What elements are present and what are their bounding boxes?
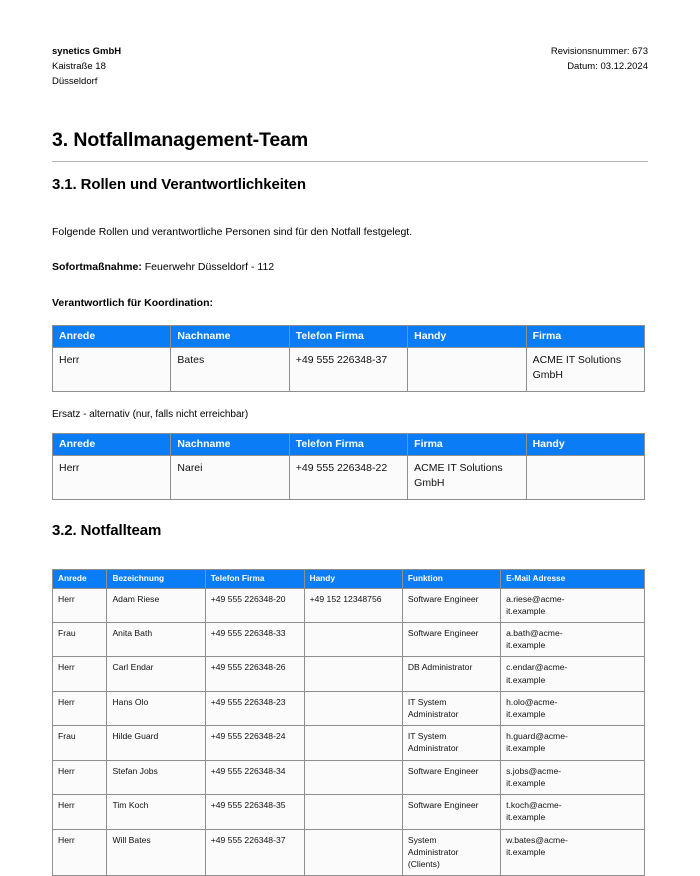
cell-anrede: Herr: [53, 691, 107, 725]
cell-anrede: Herr: [53, 455, 171, 499]
cell-funktion-line-1: System: [407, 834, 437, 845]
page-title: 3. Notfallmanagement-Team: [52, 129, 648, 162]
cell-telefon-firma: +49 555 226348-23: [205, 691, 304, 725]
coordination-label-text: Verantwortlich für Koordination:: [52, 297, 214, 310]
column-header-bezeichnung: Bezeichnung: [107, 569, 205, 588]
cell-bezeichnung: Stefan Jobs: [107, 760, 205, 794]
cell-email-line-1: s.jobs@acme-: [506, 765, 562, 776]
cell-funktion-line-2: Administrator: [407, 709, 459, 720]
cell-email: [501, 795, 645, 829]
cell-email-line-1: t.koch@acme-: [506, 800, 562, 811]
cell-handy: [304, 657, 402, 691]
table-row: [53, 829, 645, 876]
sender-company-name: synetics GmbH: [52, 46, 122, 57]
cell-email-line-1: w.bates@acme-: [506, 834, 568, 845]
letterhead: [52, 44, 648, 89]
document-date: Datum: 03.12.2024: [567, 61, 648, 72]
team-table: [52, 569, 645, 876]
column-header-nachname: Nachname: [171, 325, 289, 347]
cell-telefon-line-2: 226348-37: [336, 353, 388, 366]
cell-bezeichnung: Carl Endar: [107, 657, 205, 691]
cell-funktion: [402, 623, 500, 657]
cell-telefon-firma: +49 555 226348-20: [205, 588, 304, 622]
cell-telefon-firma: +49 555 226348-26: [205, 657, 304, 691]
column-header-handy: Handy: [304, 569, 402, 588]
cell-email-line-1: a.riese@acme-: [506, 593, 565, 604]
coordination-table: [52, 325, 645, 392]
cell-funktion-line-2: Administrator: [407, 743, 459, 754]
cell-funktion: [402, 760, 500, 794]
column-header-nachname: Nachname: [171, 433, 289, 455]
cell-handy: [304, 829, 402, 876]
cell-email-line-1: c.endar@acme-: [506, 662, 568, 673]
cell-funktion-line-1: Software Engineer: [407, 593, 479, 604]
cell-bezeichnung: Hans Olo: [107, 691, 205, 725]
cell-telefon-firma: [289, 347, 407, 391]
cell-firma: [408, 455, 526, 499]
section-heading-team: 3.2. Notfallteam: [52, 521, 162, 539]
cell-telefon-firma: +49 555 226348-33: [205, 623, 304, 657]
cell-funktion: [402, 829, 500, 876]
cell-email-line-2: it.example: [506, 777, 546, 788]
column-header-anrede: Anrede: [53, 433, 171, 455]
cell-email: [501, 760, 645, 794]
cell-funktion: [402, 795, 500, 829]
table-row: [53, 455, 645, 499]
table-row: [53, 588, 645, 622]
cell-anrede: Herr: [53, 657, 107, 691]
cell-firma-line-2: GmbH: [532, 368, 563, 381]
table-row: [53, 623, 645, 657]
cell-email: [501, 726, 645, 760]
cell-anrede: Herr: [53, 795, 107, 829]
cell-anrede: Frau: [53, 726, 107, 760]
cell-email-line-1: a.bath@acme-: [506, 628, 563, 639]
cell-bezeichnung: Will Bates: [107, 829, 205, 876]
cell-funktion-line-3: (Clients): [407, 858, 440, 869]
section-heading-roles: 3.1. Rollen und Verantwortlichkeiten: [52, 176, 306, 193]
immediate-action-label: Sofortmaßnahme:: [52, 261, 142, 274]
column-header-funktion: Funktion: [402, 569, 500, 588]
cell-funktion-line-1: DB Administrator: [407, 662, 473, 673]
substitute-table: [52, 433, 645, 500]
cell-bezeichnung: Tim Koch: [107, 795, 205, 829]
cell-email-line-2: it.example: [506, 605, 546, 616]
cell-handy: +49 152 12348756: [304, 588, 402, 622]
cell-firma-line-2: GmbH: [414, 476, 445, 489]
cell-anrede: Herr: [53, 829, 107, 876]
cell-email-line-1: h.olo@acme-: [506, 696, 558, 707]
cell-handy: [304, 760, 402, 794]
column-header-firma: Firma: [408, 433, 526, 455]
cell-funktion-line-1: Software Engineer: [407, 800, 479, 811]
column-header-firma: Firma: [526, 325, 644, 347]
cell-telefon-firma: +49 555 226348-35: [205, 795, 304, 829]
immediate-action-value: Feuerwehr Düsseldorf - 112: [144, 261, 275, 274]
revision-number: Revisionsnummer: 673: [550, 46, 648, 57]
column-header-email: E-Mail Adresse: [501, 569, 645, 588]
cell-handy: [304, 795, 402, 829]
cell-email: [501, 829, 645, 876]
column-header-handy: Handy: [526, 433, 644, 455]
immediate-action-line: [52, 260, 648, 275]
cell-telefon-firma: +49 555 226348-24: [205, 726, 304, 760]
cell-anrede: Frau: [53, 623, 107, 657]
cell-funktion: [402, 588, 500, 622]
column-header-anrede: Anrede: [53, 569, 107, 588]
table-row: [53, 726, 645, 760]
cell-bezeichnung: Adam Riese: [107, 588, 205, 622]
cell-firma-line-1: ACME IT Solutions: [414, 461, 503, 474]
cell-anrede: Herr: [53, 588, 107, 622]
cell-email-line-2: it.example: [506, 846, 546, 857]
cell-handy: [304, 726, 402, 760]
letterhead-meta: [551, 44, 648, 74]
column-header-anrede: Anrede: [53, 325, 171, 347]
cell-firma-line-1: ACME IT Solutions: [532, 353, 622, 366]
table-header-row: [53, 325, 645, 347]
cell-email: [501, 691, 645, 725]
team-table-body: [53, 588, 645, 875]
cell-telefon-line-1: +49 555: [295, 353, 335, 366]
cell-email: [501, 588, 645, 622]
cell-email: [501, 623, 645, 657]
cell-email-line-2: it.example: [506, 812, 546, 823]
cell-funktion-line-1: IT System: [407, 696, 447, 707]
cell-nachname: Narei: [171, 455, 289, 499]
cell-funktion-line-1: IT System: [407, 731, 447, 742]
cell-bezeichnung: Hilde Guard: [107, 726, 205, 760]
cell-handy: [304, 691, 402, 725]
intro-paragraph: Folgende Rollen und verantwortliche Personen sind für den Notfall festgelegt.: [52, 226, 413, 238]
cell-nachname: Bates: [171, 347, 289, 391]
table-header-row: [53, 433, 645, 455]
column-header-handy: Handy: [408, 325, 526, 347]
cell-anrede: Herr: [53, 760, 107, 794]
cell-email-line-2: it.example: [506, 743, 546, 754]
table-row: [53, 691, 645, 725]
cell-telefon-line-1: +49 555: [295, 461, 335, 474]
table-row: [53, 760, 645, 794]
sender-city: Düsseldorf: [52, 76, 98, 87]
cell-email-line-2: it.example: [506, 709, 546, 720]
cell-funktion: [402, 691, 500, 725]
coordination-label: [52, 296, 648, 311]
cell-handy: [408, 347, 526, 391]
letterhead-sender: [52, 44, 121, 89]
table-row: [53, 795, 645, 829]
table-header-row: [53, 569, 645, 588]
cell-telefon-firma: +49 555 226348-37: [205, 829, 304, 876]
cell-firma: [526, 347, 644, 391]
cell-email: [501, 657, 645, 691]
cell-funktion-line-2: Administrator: [407, 846, 459, 857]
cell-telefon-firma: [289, 455, 407, 499]
cell-bezeichnung: Anita Bath: [107, 623, 205, 657]
column-header-telefon-firma: Telefon Firma: [289, 325, 407, 347]
table-row: [53, 347, 645, 391]
cell-telefon-line-2: 226348-22: [336, 461, 388, 474]
column-header-telefon-firma: Telefon Firma: [205, 569, 304, 588]
substitute-caption: Ersatz - alternativ (nur, falls nicht erreichbar): [52, 408, 249, 420]
cell-funktion: [402, 657, 500, 691]
cell-funktion: [402, 726, 500, 760]
table-row: [53, 657, 645, 691]
cell-funktion-line-1: Software Engineer: [407, 628, 479, 639]
cell-telefon-firma: +49 555 226348-34: [205, 760, 304, 794]
cell-anrede: Herr: [53, 347, 171, 391]
cell-handy: [526, 455, 644, 499]
cell-handy: [304, 623, 402, 657]
cell-funktion-line-1: Software Engineer: [407, 765, 479, 776]
column-header-telefon-firma: Telefon Firma: [289, 433, 407, 455]
sender-street: Kaistraße 18: [52, 61, 106, 72]
cell-email-line-2: it.example: [506, 640, 546, 651]
cell-email-line-2: it.example: [506, 674, 546, 685]
cell-email-line-1: h.guard@acme-: [506, 731, 568, 742]
